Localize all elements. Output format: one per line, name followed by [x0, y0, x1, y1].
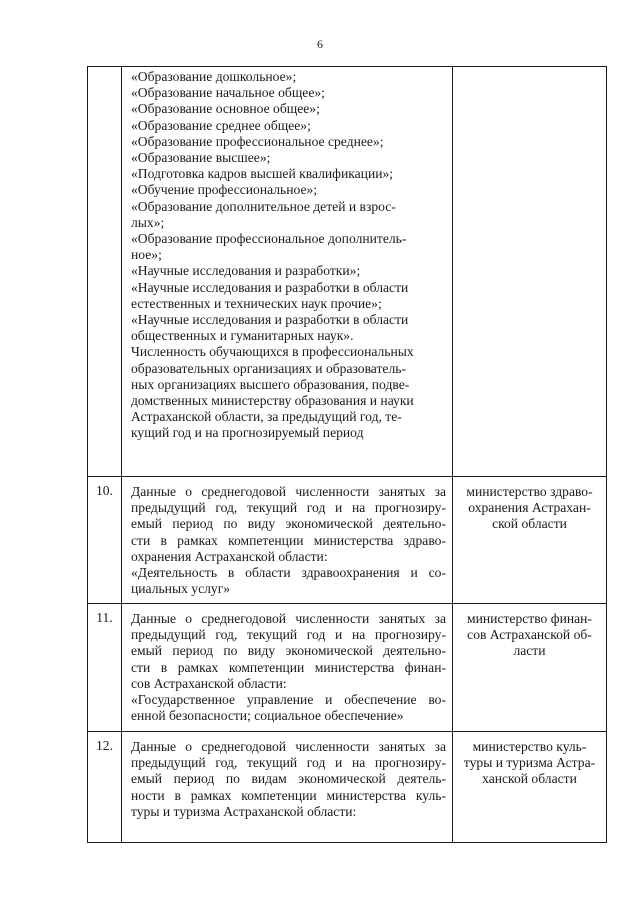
description-line: «Образование дополнительное детей и взрос- [131, 198, 396, 214]
description-cell [122, 477, 453, 604]
description-line: Численность обучающихся в профессиональных [131, 344, 414, 360]
responsible-line: министерство здраво- [466, 484, 593, 499]
description-line: «Образование профессиональное дополнитель- [131, 231, 407, 247]
row-number [88, 67, 121, 73]
description-line: «Образование начальное общее»; [131, 85, 325, 101]
description-line: циальных услуг» [131, 581, 231, 597]
description-line: домственных министерству образования и науки [131, 393, 414, 409]
row-number: 10. [96, 483, 113, 498]
description-line: сти в рамках компетенции министерства финан- [131, 659, 446, 675]
row-number: 12. [96, 738, 113, 753]
description-line: естественных и технических наук прочие»; [131, 295, 382, 311]
measures-table [87, 66, 607, 843]
description-text [122, 67, 452, 444]
description-line: емый период по виду экономической деятельно- [131, 643, 446, 659]
row-number-cell [88, 604, 122, 732]
responsible-line: ской области [492, 516, 567, 532]
responsible-line: министерство куль- [472, 739, 587, 754]
description-line: сов Астраханской области: [131, 675, 287, 691]
description-line: емый период по виду экономической деятельно- [131, 516, 446, 532]
row-number: 11. [96, 610, 113, 625]
row-number-cell [88, 477, 122, 604]
responsible-line: охранения Астрахан- [468, 500, 591, 516]
responsible-cell [453, 477, 607, 604]
responsible-line: ханской области [482, 771, 577, 787]
row-number-cell [88, 67, 122, 477]
responsible-line: туры и туризма Астра- [463, 755, 596, 771]
description-line: «Образование среднее общее»; [131, 117, 311, 133]
description-line: «Деятельность в области здравоохранения и со- [131, 565, 446, 581]
description-line: туры и туризма Астраханской области: [131, 803, 357, 819]
description-line: енной безопасности; социальное обеспечение» [131, 708, 404, 724]
description-line: «Научные исследования и разработки в области [131, 312, 409, 328]
description-line: «Государственное управление и обеспечение во- [131, 692, 446, 708]
responsible-text [453, 732, 606, 788]
responsible-text [453, 477, 606, 533]
page-number: 6 [317, 37, 323, 51]
description-line: охранения Астраханской области: [131, 548, 328, 564]
description-cell [122, 67, 453, 477]
description-line: лых»; [131, 214, 165, 230]
row-number-cell [88, 732, 122, 843]
description-line: Данные о среднегодовой численности занятых за [131, 739, 446, 754]
responsible-cell [453, 67, 607, 477]
table-row [88, 477, 607, 604]
description-line: Данные о среднегодовой численности занятых за [131, 611, 446, 626]
responsible-line: министерство финан- [467, 611, 592, 626]
description-line: «Образование профессиональное среднее»; [131, 133, 384, 149]
description-line: «Научные исследования и разработки в области [131, 279, 409, 295]
description-line: Астраханской области, за предыдущий год, те- [131, 409, 402, 425]
description-line: ное»; [131, 247, 162, 263]
description-line: сти в рамках компетенции министерства здраво- [131, 532, 446, 548]
description-line: образовательных организациях и образователь- [131, 360, 406, 376]
description-cell [122, 732, 453, 843]
responsible-cell [453, 732, 607, 843]
responsible-text [453, 67, 606, 71]
description-line: «Обучение профессиональное»; [131, 182, 318, 198]
description-line: «Образование дошкольное»; [131, 69, 297, 84]
description-line: кущий год и на прогнозируемый период [131, 425, 364, 441]
description-line: предыдущий год, текущий год и на прогнозиру- [131, 755, 446, 771]
table-row [88, 67, 607, 477]
description-line: ных организациях высшего образования, подве- [131, 376, 410, 392]
description-line: «Научные исследования и разработки»; [131, 263, 361, 279]
description-text [122, 477, 452, 599]
description-line: предыдущий год, текущий год и на прогнозиру- [131, 627, 446, 643]
description-text [122, 732, 452, 822]
description-line: «Образование высшее»; [131, 150, 271, 166]
description-line: «Подготовка кадров высшей квалификации»; [131, 166, 394, 182]
responsible-line: ласти [513, 643, 546, 659]
responsible-cell [453, 604, 607, 732]
description-line: ности в рамках компетенции министерства куль- [131, 787, 446, 803]
description-line: Данные о среднегодовой численности занятых за [131, 484, 446, 499]
table-row [88, 732, 607, 843]
table-row [88, 604, 607, 732]
description-cell [122, 604, 453, 732]
description-line: емый период по видам экономической деятель- [131, 771, 446, 787]
responsible-text [453, 604, 606, 660]
table-body [88, 67, 607, 843]
description-line: общественных и гуманитарных наук». [131, 328, 354, 344]
responsible-line: сов Астраханской об- [467, 627, 592, 643]
description-line: «Образование основное общее»; [131, 101, 320, 117]
description-line: предыдущий год, текущий год и на прогнозиру- [131, 500, 446, 516]
description-text [122, 604, 452, 726]
